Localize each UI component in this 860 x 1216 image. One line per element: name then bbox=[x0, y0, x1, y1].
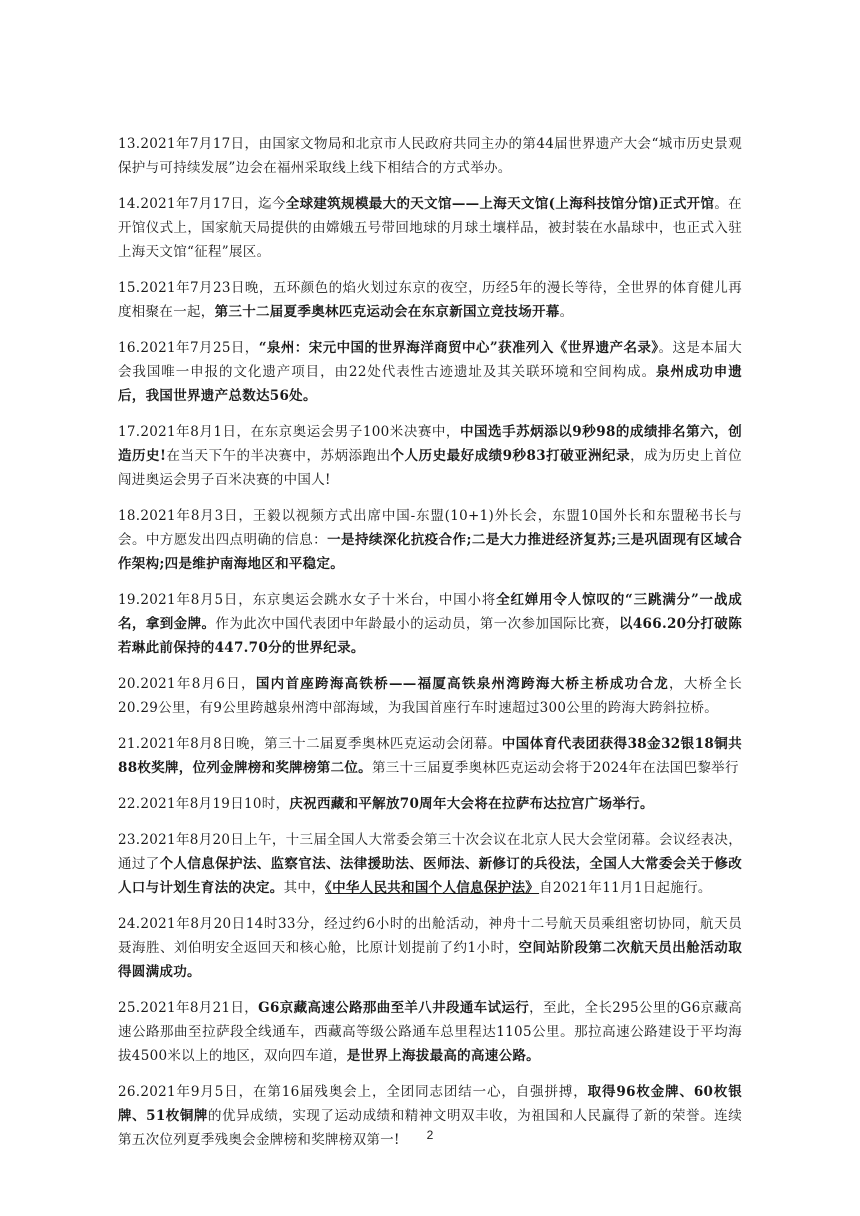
bold-text: 空间站阶段第二次航天员出舱活动取得圆满成功。 bbox=[118, 940, 742, 980]
list-item bbox=[118, 276, 742, 324]
bold-text: 个人历史最好成绩9秒83打破亚洲纪录 bbox=[390, 448, 631, 464]
bold-text: 以466.20分打破陈若琳此前保持的447.70分的世界纪录。 bbox=[118, 616, 742, 656]
text: 22.2021年8月19日10时， bbox=[118, 796, 290, 812]
text: 26.2021年9月5日，在第16届残奥会上，全团同志团结一心，自强拼搏， bbox=[118, 1084, 588, 1100]
list-item bbox=[118, 732, 742, 780]
list-item bbox=[118, 996, 742, 1068]
list-item bbox=[118, 336, 742, 408]
bold-text: 泉州成功申遗后，我国世界遗产总数达56处。 bbox=[118, 364, 742, 404]
bold-text: 取得96枚金牌、60枚银牌、51枚铜牌 bbox=[118, 1084, 742, 1124]
bold-text: 全红婵用令人惊叹的“三跳满分”一战成名，拿到金牌。 bbox=[118, 592, 742, 632]
bold-text: 中国选手苏炳添以9秒98的成绩排名第六，创造历史! bbox=[118, 424, 742, 464]
bold-text: 中国体育代表团获得38金32银18铜共88枚奖牌，位列金牌榜和奖牌榜第二位。 bbox=[118, 736, 742, 776]
bold-text: “泉州：宋元中国的世界海洋商贸中心”获准列入《世界遗产名录》 bbox=[258, 340, 659, 356]
text: 15.2021年7月23日晚，五环颜色的焰火划过东京的夜空，历经5年的漫长等待，全世界的体育健儿再度相聚在一起， bbox=[118, 280, 742, 320]
text: 19.2021年8月5日，东京奥运会跳水女子十米台，中国小将 bbox=[118, 592, 497, 608]
list-item bbox=[118, 912, 742, 984]
list-item bbox=[118, 132, 742, 180]
text: 24.2021年8月20日14时33分，经过约6小时的出舱活动，神舟十二号航天员乘组密切协同，航天员聂海胜、刘伯明安全返回天和核心舱，比原计划提前了约1小时， bbox=[118, 916, 742, 956]
text: 其中， bbox=[283, 880, 326, 896]
bold-text: 第三十二届夏季奥林匹克运动会在东京新国立竞技场开幕 bbox=[214, 304, 560, 320]
text: ，成为历史上首位闯进奥运会男子百米决赛的中国人! bbox=[118, 448, 742, 488]
bold-text: 庆祝西藏和平解放70周年大会将在拉萨布达拉宫广场举行。 bbox=[289, 796, 654, 812]
bold-text: G6京藏高速公路那曲至羊八井段通车试运行 bbox=[258, 1000, 530, 1016]
bold-text: 个人信息保护法、监察官法、法律援助法、医师法、新修订的兵役法，全国人大常委会关于修改人口与计划生育法的决定。 bbox=[118, 856, 742, 896]
text: ，至此，全长295公里的G6京藏高速公路那曲至拉萨段全线通车，西藏高等级公路通车总里程达1105公里。那拉高速公路建设于平均海拔4500米以上的地区，双向四车道， bbox=[118, 1000, 743, 1064]
list-item bbox=[118, 588, 742, 660]
bold-text: 是世界上海拔最高的高速公路。 bbox=[346, 1048, 540, 1064]
list-item bbox=[118, 792, 742, 816]
list-item bbox=[118, 420, 742, 492]
text: 14.2021年7月17日，迄今 bbox=[118, 196, 286, 212]
text: 23.2021年8月20日上午，十三届全国人大常委会第三十次会议在北京人民大会堂闭幕。会议经表决，通过了 bbox=[118, 832, 742, 872]
page-number: 2 bbox=[426, 1128, 434, 1142]
text: 第三十三届夏季奥林匹克运动会将于2024年在法国巴黎举行 bbox=[372, 760, 739, 776]
text: 18.2021年8月3日，王毅以视频方式出席中国-东盟(10+1)外长会，东盟10国外长和东盟秘书长与会。中方愿发出四点明确的信息： bbox=[118, 508, 742, 548]
text: 21.2021年8月8日晚，第三十二届夏季奥林匹克运动会闭幕。 bbox=[118, 736, 502, 752]
text: 在当天下午的半决赛中，苏炳添跑出 bbox=[166, 448, 391, 464]
bold-text: 国内首座跨海高铁桥——福厦高铁泉州湾跨海大桥主桥成功合龙 bbox=[255, 676, 670, 692]
list-item bbox=[118, 828, 742, 900]
bold-text: 《中华人民共和国个人信息保护法》 bbox=[325, 880, 540, 896]
text: ，大桥全长20.29公里，有9公里跨越泉州湾中部海域，为我国首座行车时速超过300公里的跨海大跨斜拉桥。 bbox=[118, 676, 743, 716]
text: 20.2021年8月6日， bbox=[118, 676, 256, 692]
event-list bbox=[118, 132, 742, 1164]
bold-text: 一是持续深化抗疫合作;二是大力推进经济复苏;三是巩固现有区域合作架构;四是维护南海地区和平稳定。 bbox=[118, 532, 743, 572]
list-item bbox=[118, 672, 742, 720]
text: 17.2021年8月1日，在东京奥运会男子100米决赛中， bbox=[118, 424, 460, 440]
list-item bbox=[118, 504, 742, 576]
text: 的优异成绩，实现了运动成绩和精神文明双丰收，为祖国和人民赢得了新的荣誉。连续第五次位列夏季残奥会金牌榜和奖牌榜双第一! bbox=[118, 1108, 742, 1148]
text: 25.2021年8月21日， bbox=[118, 1000, 259, 1016]
text: 自2021年11月1日起施行。 bbox=[539, 880, 712, 896]
text: 。在开馆仪式上，国家航天局提供的由嫦娥五号带回地球的月球土壤样品，被封装在水晶球中，也正式入驻上海天文馆“征程”展区。 bbox=[118, 196, 742, 260]
list-item bbox=[118, 192, 742, 264]
text: 作为此次中国代表团中年龄最小的运动员，第一次参加国际比赛， bbox=[215, 616, 619, 632]
bold-text: 全球建筑规模最大的天文馆——上海天文馆(上海科技馆分馆)正式开馆 bbox=[285, 196, 715, 212]
text: 13.2021年7月17日，由国家文物局和北京市人民政府共同主办的第44届世界遗产大会“城市历史景观保护与可持续发展”边会在福州采取线上线下相结合的方式举办。 bbox=[118, 136, 742, 176]
text: 。 bbox=[559, 304, 574, 320]
text: 。这是本届大会我国唯一申报的文化遗产项目，由22处代表性古迹遗址及其关联环境和空间构成。 bbox=[118, 340, 742, 380]
text: 16.2021年7月25日， bbox=[118, 340, 259, 356]
